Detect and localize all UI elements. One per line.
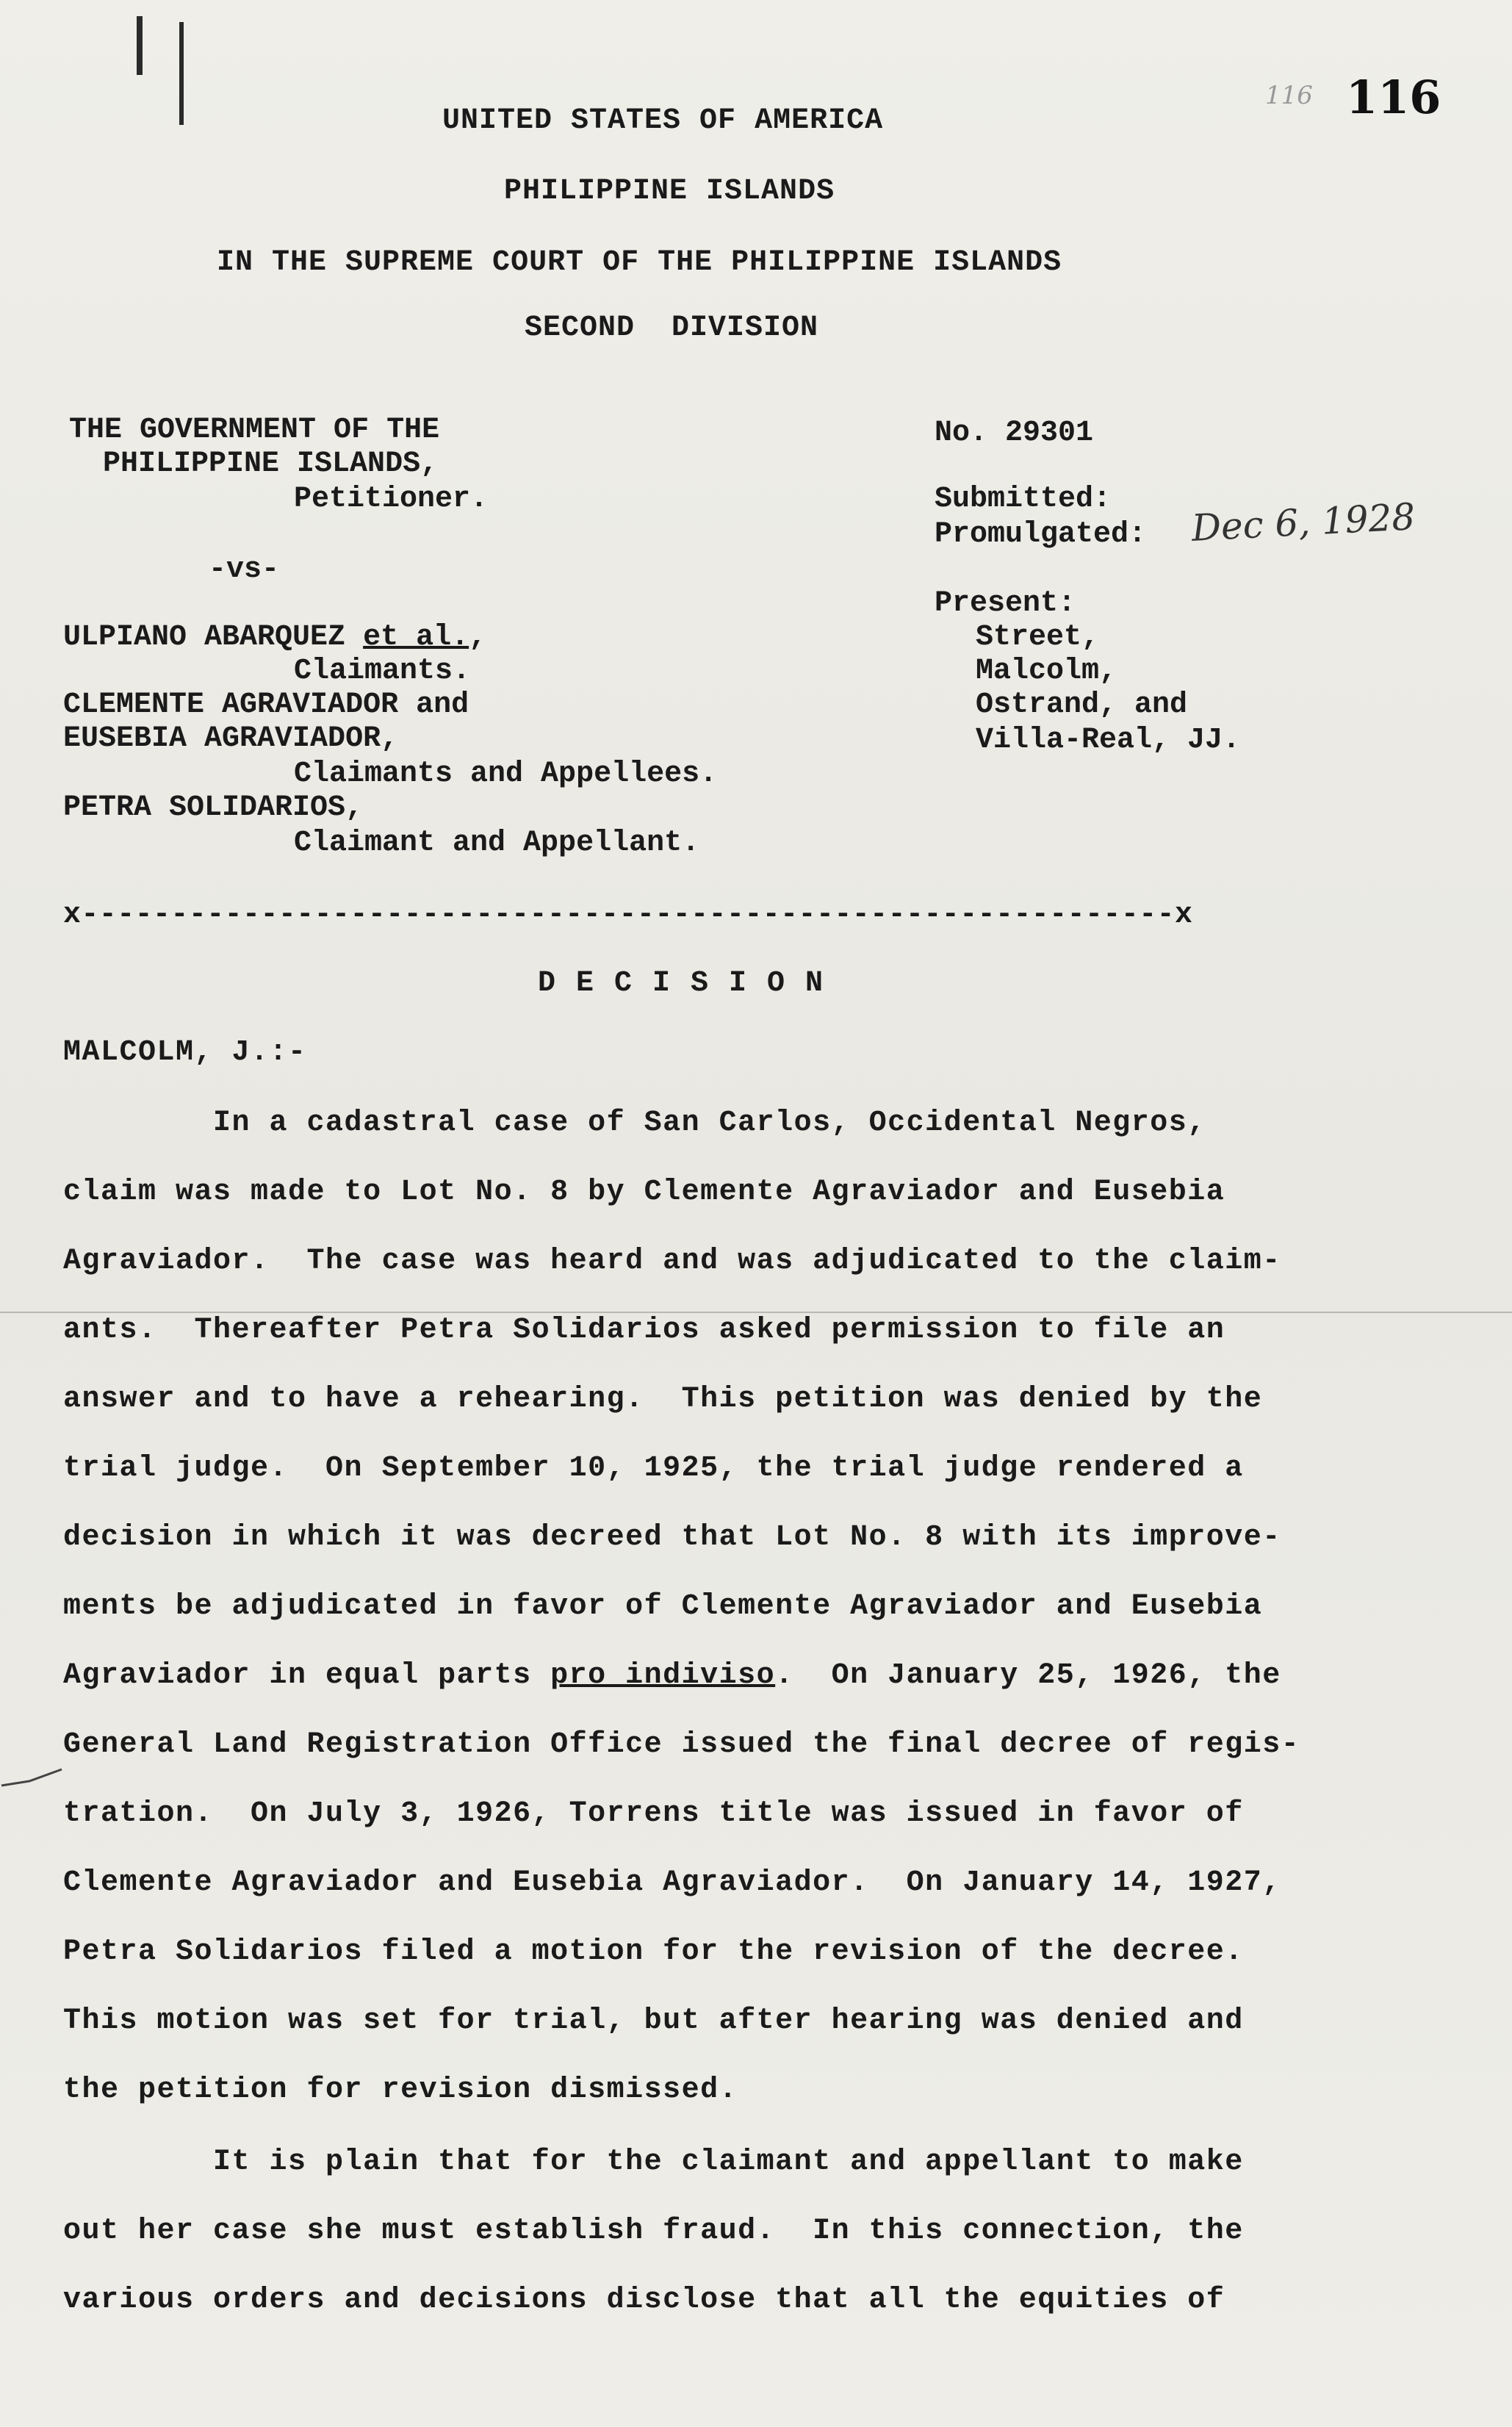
submitted-label: Submitted: — [935, 483, 1112, 516]
body-line: Petra Solidarios filed a motion for the revision of the decree. — [63, 1935, 1244, 1968]
claimant-role: Claimants and Appellees. — [294, 758, 718, 791]
body-text: . On January 25, 1926, the — [775, 1659, 1281, 1692]
justice-name: Malcolm, — [976, 655, 1117, 688]
justice-name: Ostrand, and — [976, 688, 1188, 722]
justice-name: Villa-Real, JJ. — [976, 724, 1241, 757]
body-line: various orders and decisions disclose that all the equities of — [63, 2284, 1225, 2317]
body-text: Agraviador in equal parts — [63, 1659, 551, 1692]
claimant-name: CLEMENTE AGRAVIADOR and — [63, 688, 469, 722]
body-line: ments be adjudicated in favor of Clemente Agraviador and Eusebia — [63, 1590, 1263, 1623]
body-line — [63, 1659, 1281, 1692]
body-line: This motion was set for trial, but after hearing was denied and — [63, 2004, 1244, 2038]
body-line: It is plain that for the claimant and appellant to make — [63, 2146, 1244, 2179]
claimant-name-text: ULPIANO ABARQUEZ — [63, 621, 346, 654]
case-number: No. 29301 — [935, 417, 1094, 450]
promulgated-date-handwritten: Dec 6, 1928 — [1190, 495, 1416, 550]
body-line: claim was made to Lot No. 8 by Clemente Agraviador and Eusebia — [63, 1176, 1225, 1209]
header-court: IN THE SUPREME COURT OF THE PHILIPPINE ISLANDS — [217, 246, 1062, 279]
body-line: answer and to have a rehearing. This petition was denied by the — [63, 1383, 1263, 1416]
scan-fold-line — [0, 1312, 1512, 1313]
body-line: General Land Registration Office issued the final decree of regis- — [63, 1728, 1300, 1761]
latin-phrase: pro indiviso — [550, 1659, 776, 1692]
claimant-role: Claimant and Appellant. — [294, 827, 700, 860]
claimant-name: PETRA SOLIDARIOS, — [63, 791, 364, 824]
claimant-role: Claimants. — [294, 655, 471, 688]
petitioner-role: Petitioner. — [294, 483, 489, 516]
claimant-name — [63, 620, 486, 655]
body-line: In a cadastral case of San Carlos, Occidental Negros, — [63, 1107, 1206, 1140]
petitioner-name: THE GOVERNMENT OF THE — [69, 414, 440, 447]
petitioner-name: PHILIPPINE ISLANDS, — [103, 447, 439, 481]
body-line: Agraviador. The case was heard and was adjudicated to the claim- — [63, 1245, 1281, 1278]
caption-divider: x-------------------------------------------------------------x — [63, 899, 1193, 932]
header-country: UNITED STATES OF AMERICA — [442, 104, 884, 137]
decision-title: D E C I S I O N — [538, 967, 825, 1000]
et-al-text: et al. — [363, 621, 469, 654]
body-line: out her case she must establish fraud. In this connection, the — [63, 2215, 1244, 2248]
body-line: Clemente Agraviador and Eusebia Agraviador. On January 14, 1927, — [63, 1866, 1281, 1899]
page-number: 116 — [1346, 71, 1441, 124]
body-line: ants. Thereafter Petra Solidarios asked permission to file an — [63, 1314, 1225, 1347]
promulgated-label: Promulgated: — [935, 518, 1147, 551]
decision-author: MALCOLM, J.:- — [63, 1036, 307, 1069]
binding-mark — [179, 22, 184, 125]
body-line: decision in which it was decreed that Lot No. 8 with its improve- — [63, 1521, 1281, 1554]
justice-name: Street, — [976, 621, 1100, 654]
claimant-name: EUSEBIA AGRAVIADOR, — [63, 722, 399, 755]
pencil-page-mark: 116 — [1265, 81, 1313, 110]
et-al-trail: , — [469, 621, 487, 654]
binding-mark — [137, 16, 143, 75]
header-territory: PHILIPPINE ISLANDS — [504, 175, 835, 208]
body-line: trial judge. On September 10, 1925, the trial judge rendered a — [63, 1452, 1244, 1485]
present-label: Present: — [935, 587, 1076, 620]
body-line: the petition for revision dismissed. — [63, 2074, 738, 2107]
versus-label: -vs- — [209, 553, 280, 586]
body-line: tration. On July 3, 1926, Torrens title was issued in favor of — [63, 1797, 1244, 1830]
header-division: SECOND DIVISION — [525, 312, 819, 345]
margin-check-mark — [0, 1749, 66, 1793]
